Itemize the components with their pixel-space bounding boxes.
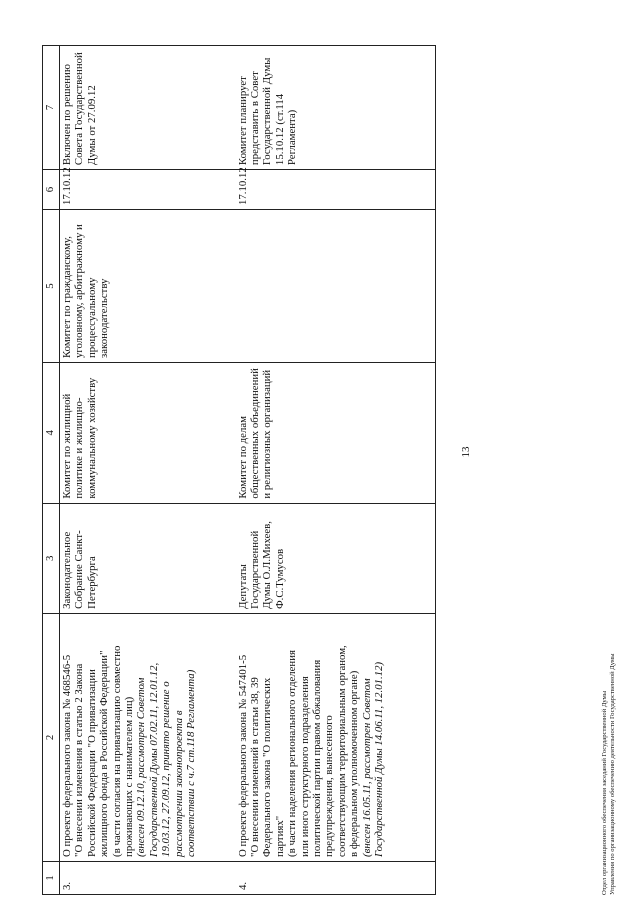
bill-line: проживающих с нанимателем лиц) (123, 696, 136, 857)
bill-line: О проекте федерального закона № 547401-5 (236, 654, 249, 857)
bill-line: предупреждения, вынесенного (323, 715, 336, 857)
bill-line: в федеральном уполномоченном органе) (348, 670, 361, 857)
responsible-committee: Комитет по делам общественных объединений и религиозных организаций (236, 363, 436, 504)
bill-line: или иного структурного подразделения (298, 676, 311, 857)
bill-line: "О внесении изменений в статьи 38, 39 (248, 677, 261, 857)
note: Включен по решению Совета Государственной Думы от 27.09.12 (60, 46, 236, 170)
initiator: Депутаты Государственной Думы О.Л.Михеев, Ф.С.Тумусов (236, 503, 436, 613)
bill-line: соответствующим территориальным органом, (335, 645, 348, 857)
bill-line: партиях" (273, 815, 286, 857)
bill-line: Федерального закона "О политических (261, 677, 274, 857)
consideration-date: 17.10.12 (60, 170, 236, 210)
document-footer (601, 653, 618, 895)
bills-table (42, 45, 436, 895)
page-number: 13 (460, 446, 472, 458)
column-header: 4 (43, 363, 60, 504)
bill-note-line: соответствии с ч.7 ст.118 Регламента) (185, 669, 198, 857)
column-header: 6 (43, 170, 60, 210)
column-header: 3 (43, 503, 60, 613)
bill-note-line: Государственной Думы 07.02.11, 12.01.12, (147, 662, 160, 857)
bill-line: О проекте федерального закона № 468546-5 (61, 654, 73, 857)
co-executor-committee: Комитет по гражданскому, уголовному, арбитражному и процессуальному законодательству (60, 210, 236, 363)
bill-description (60, 613, 236, 861)
bill-note-line: (внесен 16.05.11, рассмотрен Советом (360, 678, 373, 857)
column-header: 7 (43, 46, 60, 170)
bill-line: жилищного фонда в Российской Федерации" (98, 650, 111, 857)
column-header: 5 (43, 210, 60, 363)
bill-note-line: Государственной Думы 14.06.11, 12.01.12) (372, 661, 385, 857)
co-executor-committee (236, 210, 436, 363)
column-header: 1 (43, 861, 60, 894)
column-number-row (43, 46, 60, 895)
table-row (236, 46, 436, 895)
bill-line: политической партии правом обжалования (310, 659, 323, 857)
note: Комитет планирует представить в Совет Государственной Думы 15.10.12 (ст.114 Регламента) (236, 46, 436, 170)
table-row (60, 46, 236, 895)
row-number: 4. (236, 861, 436, 894)
footer-line: Управления по организационному обеспечению деятельности Государственной Думы (609, 653, 617, 895)
row-number: 3. (60, 861, 236, 894)
initiator: Законодательное Собрание Санкт-Петербурга (60, 503, 236, 613)
bill-line: Российской Федерации "О приватизации (85, 669, 98, 857)
bill-line: "О внесении изменения в статью 2 Закона (73, 663, 86, 857)
footer-line: Отдел организационного обеспечения заседаний Государственной Думы (601, 690, 608, 895)
consideration-date: 17.10.12 (236, 170, 436, 210)
bill-note-line: (внесен 09.12.10, рассмотрен Советом (135, 677, 148, 857)
bill-note-line: 19.03.12, 27.09.12, принято решение о (160, 681, 173, 857)
bill-note-line: рассмотрении законопроекта в (172, 710, 185, 857)
column-header: 2 (43, 613, 60, 861)
bill-line: (в части согласия на приватизацию совместно (110, 645, 123, 857)
bill-line: (в части наделения регионального отделения (286, 650, 299, 857)
responsible-committee: Комитет по жилищной политике и жилищно-коммунальному хозяйству (60, 363, 236, 504)
bill-description (236, 613, 436, 861)
